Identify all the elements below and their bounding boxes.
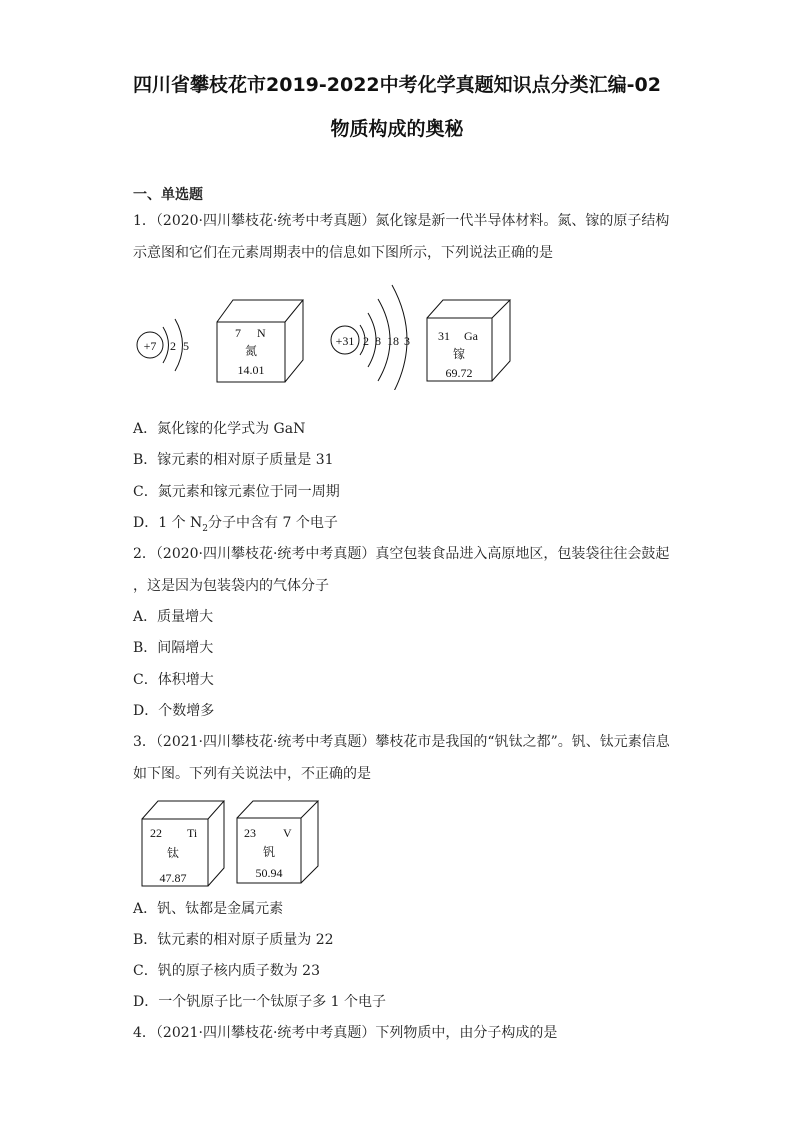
q1-figure [130,275,530,390]
q2-option-a: A．质量增大 [133,609,214,625]
q3-option-a: A．钒、钛都是金属元素 [133,901,284,917]
ga-shell-4: 3 [404,334,410,348]
q3-option-c: C．钒的原子核内质子数为 23 [133,963,320,979]
n-shell-2: 5 [183,339,189,353]
q4-stem-line-1: 4．（2021·四川攀枝花·统考中考真题）下列物质中，由分子构成的是 [133,1025,558,1041]
ga-symbol: Ga [464,329,478,343]
ga-atomic-number: 31 [438,329,450,343]
q1-option-d-subscript: 2 [202,523,209,534]
q3-option-b: B．钛元素的相对原子质量为 22 [133,932,334,948]
ga-name: 镓 [452,347,466,361]
ti-symbol: Ti [187,826,198,840]
q1-option-d-prefix: D．1 个 N [133,515,203,531]
q3-stem-line-1: 3．（2021·四川攀枝花·统考中考真题）攀枝花市是我国的“钒钛之都”。钒、钛元素信息 [133,734,670,750]
ga-shell-1: 2 [363,334,369,348]
v-symbol: V [283,826,292,840]
section-heading: 一、单选题 [133,187,203,203]
q2-stem-line-2: ，这是因为包装袋内的气体分子 [133,578,329,594]
q1-option-d-suffix: 分子中含有 7 个电子 [208,515,338,531]
ti-atomic-number: 22 [150,826,162,840]
q3-option-d: D．一个钒原子比一个钛原子多 1 个电子 [133,994,387,1010]
q2-option-d: D．个数增多 [133,703,215,719]
q1-option-a: A．氮化镓的化学式为 GaN [133,421,306,437]
n-symbol: N [257,326,266,340]
ti-mass: 47.87 [159,871,187,885]
ga-shell-3: 18 [387,334,399,348]
v-name: 钒 [262,845,276,859]
q3-figure [138,797,338,892]
ga-mass: 69.72 [445,366,473,380]
q1-stem-line-2: 示意图和它们在元素周期表中的信息如下图所示，下列说法正确的是 [133,245,553,261]
ga-nucleus-label: +31 [335,334,355,348]
document-title-line-1: 四川省攀枝花市2019-2022中考化学真题知识点分类汇编-02 [133,74,661,96]
q2-stem-line-1: 2．（2020·四川攀枝花·统考中考真题）真空包装食品进入高原地区，包装袋往往会鼓起 [133,546,670,562]
q2-option-c: C．体积增大 [133,672,214,688]
titanium-element-cell [142,801,224,886]
q1-option-b: B．镓元素的相对原子质量是 31 [133,452,334,468]
nitrogen-element-cell [217,300,303,382]
q1-option-d [133,514,338,538]
q2-option-b: B．间隔增大 [133,640,214,656]
n-name: 氮 [244,344,258,358]
ga-shell-2: 8 [375,334,381,348]
gallium-atom-diagram [331,285,410,390]
q3-stem-line-2: 如下图。下列有关说法中，不正确的是 [133,766,371,782]
q1-option-c: C．氮元素和镓元素位于同一周期 [133,484,340,500]
v-mass: 50.94 [255,866,283,880]
v-atomic-number: 23 [244,826,256,840]
ti-name: 钛 [166,846,180,860]
nitrogen-atom-diagram [137,319,189,371]
gallium-element-cell [427,300,510,381]
n-nucleus-label: +7 [143,339,157,353]
document-title-line-2: 物质构成的奥秘 [330,118,464,140]
n-shell-1: 2 [170,339,176,353]
vanadium-element-cell [237,801,318,883]
n-mass: 14.01 [237,363,265,377]
n-atomic-number: 7 [235,326,241,340]
q1-stem-line-1: 1．（2020·四川攀枝花·统考中考真题）氮化镓是新一代半导体材料。氮、镓的原子结构 [133,213,670,229]
